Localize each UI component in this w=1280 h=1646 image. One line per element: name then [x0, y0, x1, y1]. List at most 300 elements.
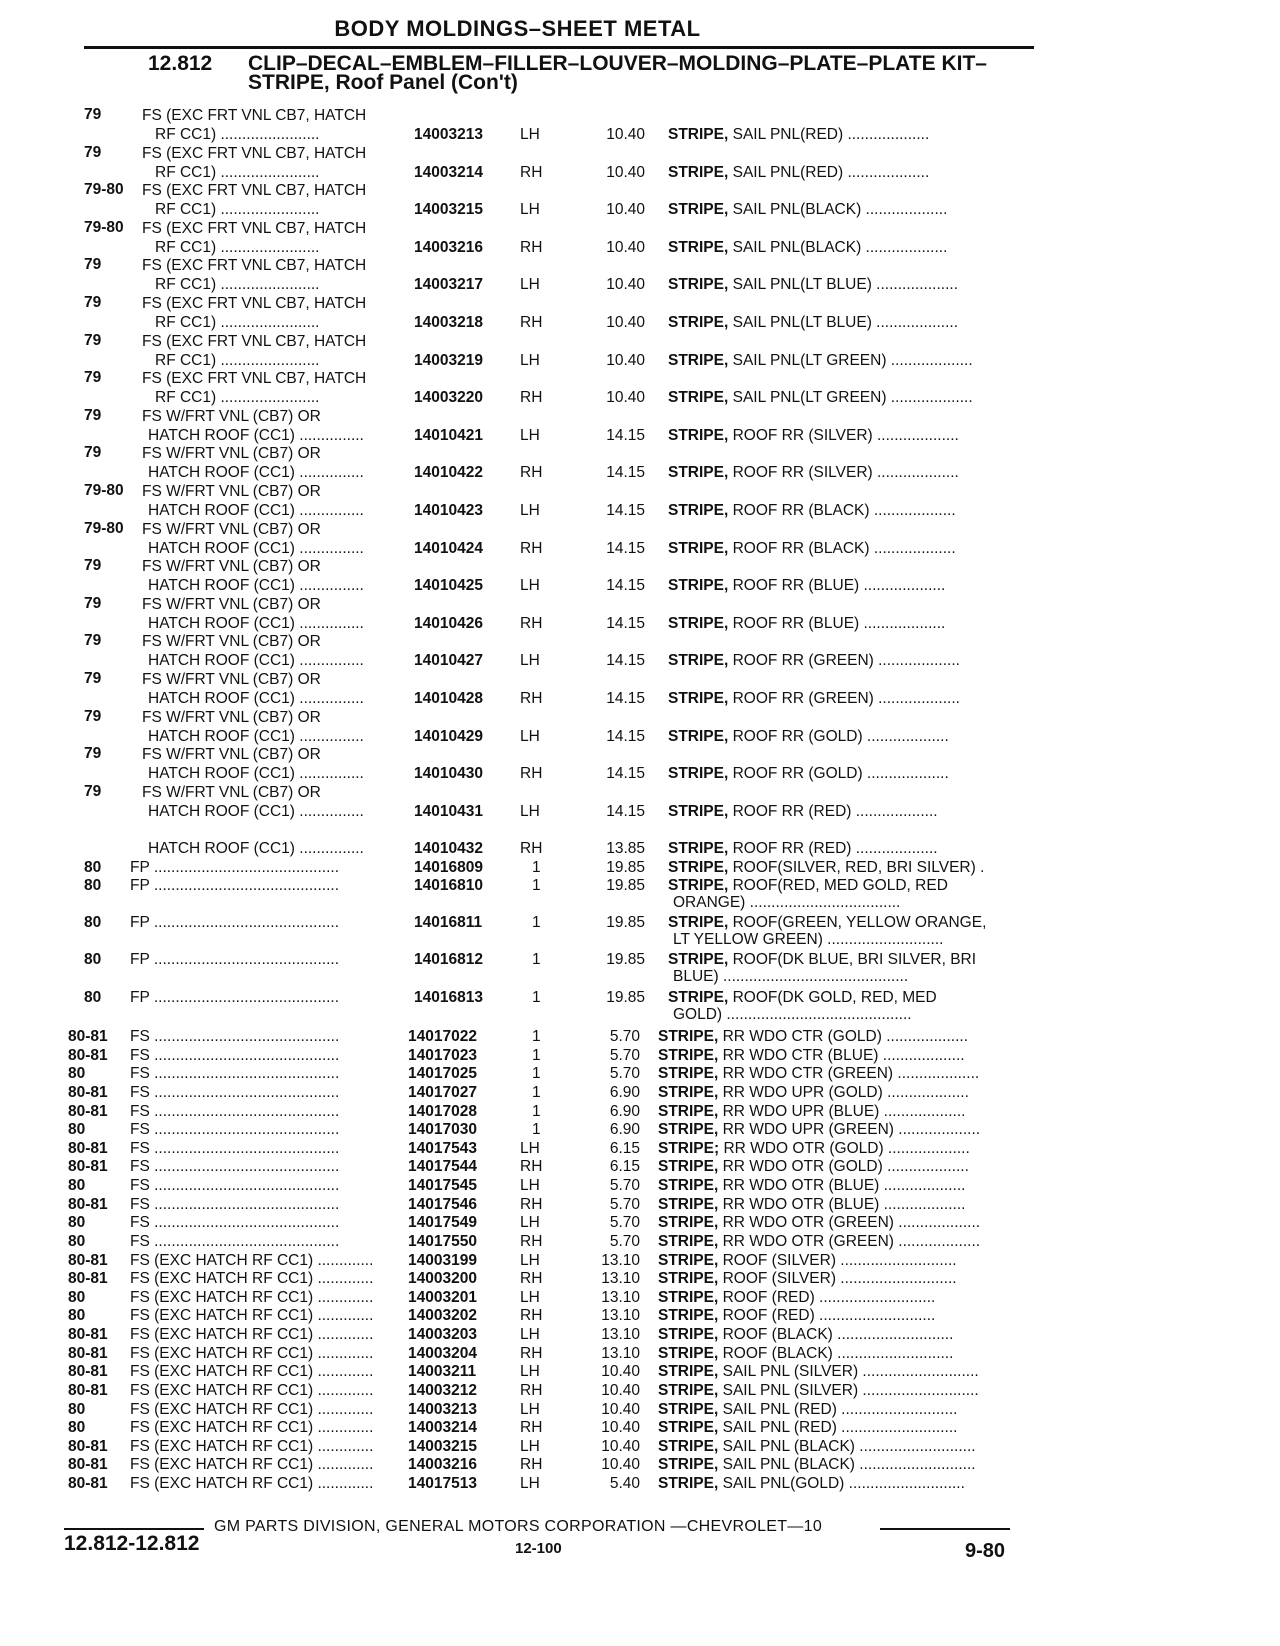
- price: 10.40: [601, 1363, 640, 1381]
- quantity: 1: [532, 1121, 541, 1139]
- category-title-line1: CLIP–DECAL–EMBLEM–FILLER–LOUVER–MOLDING–PLATE–PLATE KIT–: [248, 52, 987, 75]
- usage-description: FS ...........................................: [130, 1083, 340, 1101]
- part-name-text: RR WDO CTR (BLUE) ...................: [718, 1046, 965, 1064]
- part-name-text: SAIL PNL(LT GREEN) ...................: [728, 389, 973, 407]
- part-name: [658, 1289, 1026, 1307]
- quantity: 1: [532, 858, 541, 876]
- quantity: RH: [520, 1195, 543, 1213]
- usage-description: FS (EXC HATCH RF CC1) .............: [130, 1437, 374, 1455]
- price: 6.90: [609, 1083, 640, 1101]
- price: 5.70: [609, 1195, 640, 1213]
- top-rule: [84, 46, 1034, 49]
- part-number: 14017030: [408, 1121, 477, 1139]
- usage-description: FS (EXC HATCH RF CC1) .............: [130, 1363, 374, 1381]
- part-name-prefix: STRIPE,: [658, 1326, 719, 1344]
- price: 19.85: [606, 951, 645, 969]
- usage-description: FS (EXC FRT VNL CB7, HATCH: [142, 370, 367, 388]
- quantity: LH: [520, 577, 540, 595]
- part-name: [668, 840, 1026, 858]
- quantity: RH: [520, 389, 543, 407]
- quantity: LH: [520, 727, 540, 745]
- part-name: [668, 239, 1026, 257]
- part-number: 14017513: [408, 1475, 477, 1493]
- usage-description-continued: HATCH ROOF (CC1) ...............: [148, 577, 364, 595]
- price: 14.15: [606, 502, 645, 519]
- part-name: [668, 464, 1026, 482]
- footer-publisher: GM PARTS DIVISION, GENERAL MOTORS CORPORATION —CHEVROLET—10: [214, 1518, 823, 1535]
- model-year: 80-81: [68, 1363, 108, 1381]
- part-name-text: RR WDO OTR (BLUE) ...................: [718, 1177, 966, 1195]
- usage-description: FP ...........................................: [130, 988, 340, 1006]
- part-name-text: SAIL PNL (SILVER) ...........................: [718, 1381, 979, 1399]
- part-name-text: ROOF RR (BLUE) ...................: [728, 614, 946, 632]
- part-name: [668, 652, 1026, 670]
- part-number: 14010423: [414, 502, 483, 519]
- quantity: 1: [532, 1083, 541, 1101]
- price: 6.90: [609, 1102, 640, 1120]
- part-number: 14010425: [414, 577, 483, 595]
- part-name-prefix: STRIPE,: [658, 1344, 719, 1362]
- usage-description-continued: HATCH ROOF (CC1) ...............: [148, 765, 364, 783]
- quantity: LH: [520, 1177, 540, 1195]
- part-number: 14003217: [414, 276, 483, 294]
- part-name-prefix: STRIPE,: [668, 858, 729, 876]
- part-number: 14003214: [408, 1419, 477, 1437]
- quantity: RH: [520, 840, 543, 858]
- part-number: 14003215: [414, 201, 483, 219]
- part-name-text: RR WDO CTR (GREEN) ...................: [718, 1065, 980, 1083]
- price: 13.10: [601, 1270, 640, 1288]
- part-name-text: RR WDO UPR (GOLD) ...................: [718, 1083, 969, 1101]
- part-name-prefix: STRIPE,: [668, 988, 729, 1006]
- quantity: RH: [520, 539, 543, 557]
- part-name: [668, 989, 1026, 1007]
- part-name-prefix: STRIPE,: [658, 1158, 719, 1176]
- price: 13.10: [601, 1307, 640, 1325]
- part-name: [658, 1196, 1026, 1214]
- part-name-text: ROOF (BLACK) ...........................: [718, 1326, 954, 1344]
- part-name-prefix: STRIPE,: [658, 1177, 719, 1195]
- usage-description-continued: HATCH ROOF (CC1) ...............: [148, 727, 364, 745]
- part-name-prefix: STRIPE,: [658, 1456, 719, 1474]
- part-name: [668, 540, 1026, 558]
- usage-description: FS W/FRT VNL (CB7) OR: [142, 671, 321, 688]
- usage-description: FS (EXC FRT VNL CB7, HATCH: [142, 182, 367, 200]
- category-number: 12.812: [148, 52, 213, 75]
- part-name-prefix: STRIPE,: [668, 163, 729, 181]
- price: 19.85: [606, 913, 645, 931]
- part-name: [658, 1084, 1026, 1102]
- usage-description: FS W/FRT VNL (CB7) OR: [142, 783, 321, 801]
- part-name-text: ROOF RR (GOLD) ...................: [728, 765, 949, 783]
- model-year: 80: [68, 1419, 86, 1437]
- part-name: [658, 1456, 1026, 1474]
- usage-description: FS ...........................................: [130, 1158, 340, 1176]
- model-year: 79: [84, 632, 102, 650]
- usage-description-continued: RF CC1) .......................: [155, 314, 320, 331]
- footer-group-range: 12.812-12.812: [64, 1532, 200, 1555]
- part-name-prefix: STRIPE;: [658, 1139, 720, 1157]
- part-number: 14017023: [408, 1046, 477, 1064]
- usage-description: FS (EXC HATCH RF CC1) .............: [130, 1307, 374, 1325]
- model-year: 80-81: [68, 1456, 108, 1474]
- quantity: RH: [520, 1419, 543, 1437]
- model-year: 80-81: [68, 1344, 108, 1362]
- quantity: LH: [520, 1326, 540, 1344]
- part-name: [668, 765, 1026, 783]
- part-name-text: RR WDO OTR (GOLD) ...................: [718, 1158, 969, 1176]
- part-name: [658, 1326, 1026, 1344]
- part-name-text: ROOF (SILVER) ...........................: [718, 1270, 957, 1288]
- price: 13.10: [601, 1288, 640, 1306]
- part-name-prefix: STRIPE,: [658, 1121, 719, 1139]
- quantity: LH: [520, 1475, 540, 1493]
- part-name: [668, 164, 1026, 182]
- part-name-prefix: STRIPE,: [658, 1270, 719, 1288]
- price: 14.15: [606, 802, 645, 820]
- model-year: 80: [68, 1307, 86, 1325]
- part-name: [668, 951, 1026, 969]
- price: 14.15: [606, 614, 645, 632]
- model-year: 80: [84, 913, 102, 931]
- model-year: 79: [84, 444, 102, 462]
- part-name-prefix: STRIPE,: [668, 727, 729, 745]
- part-name-prefix: STRIPE,: [658, 1214, 719, 1232]
- part-name-prefix: STRIPE,: [668, 577, 729, 595]
- model-year: 79-80: [84, 181, 124, 199]
- model-year: 80: [68, 1065, 86, 1083]
- usage-description: FS W/FRT VNL (CB7) OR: [142, 558, 321, 576]
- price: 10.40: [601, 1400, 640, 1418]
- price: 10.40: [606, 163, 645, 181]
- part-name: [668, 502, 1026, 520]
- part-number: 14016811: [414, 913, 483, 931]
- model-year: 79-80: [84, 482, 124, 499]
- part-name: [658, 1065, 1026, 1083]
- part-name: [668, 859, 1026, 877]
- part-name-prefix: STRIPE,: [658, 1232, 719, 1250]
- part-name-text: RR WDO CTR (GOLD) ...................: [718, 1028, 969, 1045]
- model-year: 80-81: [68, 1195, 108, 1213]
- usage-description: FS ...........................................: [130, 1065, 340, 1083]
- price: 14.15: [606, 577, 645, 595]
- usage-description: FS W/FRT VNL (CB7) OR: [142, 445, 321, 463]
- part-name: [668, 352, 1026, 370]
- usage-description-continued: HATCH ROOF (CC1) ...............: [148, 426, 364, 444]
- part-number: 14010426: [414, 614, 483, 632]
- quantity: RH: [520, 690, 543, 707]
- price: 10.40: [606, 389, 645, 407]
- model-year: 80-81: [68, 1381, 108, 1399]
- model-year: 80: [68, 1214, 86, 1232]
- part-name: [658, 1401, 1026, 1419]
- part-name-prefix: STRIPE,: [668, 126, 729, 143]
- price: 6.15: [609, 1158, 640, 1176]
- part-name: [668, 314, 1026, 332]
- usage-description: FS (EXC FRT VNL CB7, HATCH: [142, 219, 367, 237]
- usage-description: FS (EXC FRT VNL CB7, HATCH: [142, 107, 367, 124]
- price: 14.15: [606, 539, 645, 557]
- quantity: 1: [532, 1065, 541, 1083]
- price: 10.40: [601, 1419, 640, 1437]
- quantity: LH: [520, 126, 540, 143]
- part-name: [658, 1345, 1026, 1363]
- part-name: [668, 126, 1026, 144]
- usage-description-continued: HATCH ROOF (CC1) ...............: [148, 690, 364, 707]
- part-name: [658, 1475, 1026, 1493]
- footer-rule-left: [64, 1528, 204, 1530]
- part-name-text: RR WDO OTR (BLUE) ...................: [718, 1195, 966, 1213]
- part-name-text: ROOF(DK GOLD, RED, MED: [728, 988, 937, 1006]
- part-name-text: ROOF (RED) ...........................: [718, 1288, 936, 1306]
- part-number: 14017545: [408, 1177, 477, 1195]
- price: 10.40: [606, 201, 645, 219]
- model-year: 79: [84, 406, 102, 424]
- model-year: 79: [84, 331, 102, 349]
- usage-description: FS (EXC FRT VNL CB7, HATCH: [142, 295, 367, 312]
- part-name: [668, 877, 1026, 895]
- part-name-prefix: STRIPE,: [658, 1251, 719, 1269]
- quantity: RH: [520, 1307, 543, 1325]
- price: 10.40: [606, 351, 645, 369]
- model-year: 80: [84, 858, 102, 876]
- part-name-prefix: STRIPE,: [658, 1437, 719, 1455]
- price: 10.40: [601, 1437, 640, 1455]
- part-name-text: SAIL PNL(RED) ...................: [728, 163, 930, 181]
- part-name-prefix: STRIPE,: [668, 539, 729, 557]
- model-year: 80: [68, 1177, 86, 1195]
- model-year: 80-81: [68, 1158, 108, 1176]
- part-name-prefix: STRIPE,: [658, 1307, 719, 1325]
- part-number: 14010427: [414, 652, 483, 670]
- part-name-prefix: STRIPE,: [668, 238, 729, 256]
- part-name-prefix: STRIPE,: [668, 765, 729, 783]
- part-number: 14003216: [408, 1456, 477, 1474]
- part-name-continued: GOLD) ...........................................: [673, 1005, 912, 1023]
- part-name-prefix: STRIPE,: [658, 1028, 719, 1045]
- quantity: LH: [520, 201, 540, 219]
- quantity: LH: [520, 276, 540, 294]
- usage-description: FS W/FRT VNL (CB7) OR: [142, 407, 321, 425]
- quantity: RH: [520, 464, 543, 482]
- model-year: 79: [84, 594, 102, 612]
- part-name-text: SAIL PNL (BLACK) ...........................: [718, 1456, 976, 1474]
- quantity: RH: [520, 765, 543, 783]
- part-name-prefix: STRIPE,: [668, 502, 729, 519]
- part-name-text: SAIL PNL(BLACK) ...................: [728, 238, 948, 256]
- price: 6.15: [609, 1139, 640, 1157]
- part-name-prefix: STRIPE,: [658, 1381, 719, 1399]
- quantity: LH: [520, 502, 540, 519]
- part-name-text: ROOF RR (BLUE) ...................: [728, 577, 946, 595]
- usage-description-continued: HATCH ROOF (CC1) ...............: [148, 614, 364, 632]
- quantity: 1: [532, 1102, 541, 1120]
- price: 14.15: [606, 464, 645, 482]
- part-name: [658, 1214, 1026, 1232]
- category-title-line2: STRIPE, Roof Panel (Con't): [248, 71, 518, 94]
- usage-description: FS (EXC HATCH RF CC1) .............: [130, 1326, 374, 1344]
- usage-description-continued: RF CC1) .......................: [155, 351, 320, 369]
- part-name-text: ROOF RR (RED) ...................: [728, 840, 938, 858]
- model-year: 79: [84, 707, 102, 725]
- part-number: 14010431: [414, 802, 483, 820]
- part-name-prefix: STRIPE,: [668, 389, 729, 407]
- part-number: 14003215: [408, 1437, 477, 1455]
- part-name-prefix: STRIPE,: [668, 951, 729, 969]
- quantity: 1: [532, 876, 541, 894]
- model-year: 80-81: [68, 1046, 108, 1064]
- price: 19.85: [606, 876, 645, 894]
- part-name-prefix: STRIPE,: [658, 1288, 719, 1306]
- part-name-prefix: STRIPE,: [658, 1419, 719, 1437]
- part-name: [658, 1047, 1026, 1065]
- part-name-text: RR WDO OTR (GOLD) ...................: [719, 1139, 970, 1157]
- part-number: 14016809: [414, 858, 483, 876]
- usage-description-continued: HATCH ROOF (CC1) ...............: [148, 840, 364, 858]
- part-name-continued: ORANGE) ...................................: [673, 893, 901, 911]
- part-number: 14003211: [408, 1363, 477, 1381]
- part-name: [658, 1438, 1026, 1456]
- usage-description: FS ...........................................: [130, 1214, 340, 1232]
- price: 10.40: [606, 126, 645, 143]
- usage-description-continued: RF CC1) .......................: [155, 126, 320, 143]
- quantity: LH: [520, 1363, 540, 1381]
- part-name-text: ROOF(SILVER, RED, BRI SILVER) .: [728, 858, 985, 876]
- model-year: 79: [84, 143, 102, 161]
- quantity: 1: [532, 1028, 541, 1045]
- part-name-prefix: STRIPE,: [658, 1083, 719, 1101]
- part-number: 14010424: [414, 539, 483, 557]
- part-name: [658, 1233, 1026, 1251]
- usage-description: FS (EXC FRT VNL CB7, HATCH: [142, 144, 367, 162]
- quantity: 1: [532, 988, 541, 1006]
- quantity: LH: [520, 1139, 540, 1157]
- part-name-prefix: STRIPE,: [668, 614, 729, 632]
- part-name-prefix: STRIPE,: [668, 913, 729, 931]
- model-year: 80: [68, 1288, 86, 1306]
- model-year: 80-81: [68, 1475, 108, 1493]
- usage-description: FS (EXC HATCH RF CC1) .............: [130, 1381, 374, 1399]
- quantity: LH: [520, 1251, 540, 1269]
- part-name: [658, 1252, 1026, 1270]
- part-name-continued: LT YELLOW GREEN) ...........................: [673, 930, 944, 948]
- price: 6.90: [609, 1121, 640, 1139]
- usage-description: FS (EXC HATCH RF CC1) .............: [130, 1419, 374, 1437]
- price: 5.70: [609, 1177, 640, 1195]
- usage-description: FS (EXC HATCH RF CC1) .............: [130, 1344, 374, 1362]
- model-year: 79: [84, 745, 102, 763]
- part-name: [658, 1177, 1026, 1195]
- price: 5.70: [609, 1232, 640, 1250]
- part-number: 14010421: [414, 426, 483, 444]
- part-name: [658, 1028, 1026, 1046]
- quantity: RH: [520, 238, 543, 256]
- part-name: [668, 728, 1026, 746]
- part-name-text: ROOF RR (BLACK) ...................: [728, 539, 956, 557]
- usage-description: FS ...........................................: [130, 1028, 340, 1045]
- model-year: 80: [84, 988, 102, 1006]
- part-name-text: ROOF RR (SILVER) ...................: [728, 464, 959, 482]
- part-number: 14003218: [414, 314, 483, 331]
- quantity: LH: [520, 351, 540, 369]
- quantity: LH: [520, 1400, 540, 1418]
- part-name: [668, 577, 1026, 595]
- quantity: 1: [532, 1046, 541, 1064]
- part-number: 14010428: [414, 690, 483, 707]
- part-name-text: ROOF (RED) ...........................: [718, 1307, 936, 1325]
- part-number: 14010430: [414, 765, 483, 783]
- part-name-prefix: STRIPE,: [668, 802, 729, 820]
- part-name: [668, 201, 1026, 219]
- price: 19.85: [606, 988, 645, 1006]
- part-name-prefix: STRIPE,: [668, 351, 729, 369]
- part-name: [668, 690, 1026, 708]
- quantity: RH: [520, 1270, 543, 1288]
- part-number: 14017025: [408, 1065, 477, 1083]
- part-name: [658, 1140, 1026, 1158]
- usage-description-continued: HATCH ROOF (CC1) ...............: [148, 502, 364, 519]
- quantity: 1: [532, 951, 541, 969]
- model-year: 80-81: [68, 1083, 108, 1101]
- price: 10.40: [606, 314, 645, 331]
- part-number: 14003214: [414, 163, 483, 181]
- part-name: [668, 389, 1026, 407]
- part-number: 14003213: [408, 1400, 477, 1418]
- part-number: 14003204: [408, 1344, 477, 1362]
- quantity: RH: [520, 1232, 543, 1250]
- price: 5.70: [609, 1046, 640, 1064]
- usage-description: FS (EXC HATCH RF CC1) .............: [130, 1475, 374, 1493]
- usage-description-continued: RF CC1) .......................: [155, 238, 320, 256]
- usage-description: FS ...........................................: [130, 1177, 340, 1195]
- usage-description: FS ...........................................: [130, 1195, 340, 1213]
- part-name-text: SAIL PNL (RED) ...........................: [718, 1400, 958, 1418]
- model-year: 79: [84, 557, 102, 575]
- model-year: 80: [68, 1400, 86, 1418]
- part-number: 14017028: [408, 1102, 477, 1120]
- part-name-text: ROOF(DK BLUE, BRI SILVER, BRI: [728, 951, 977, 969]
- usage-description: FS (EXC FRT VNL CB7, HATCH: [142, 257, 367, 275]
- part-name: [658, 1307, 1026, 1325]
- usage-description: FS W/FRT VNL (CB7) OR: [142, 595, 321, 613]
- usage-description: FS W/FRT VNL (CB7) OR: [142, 708, 321, 726]
- part-name-text: SAIL PNL(RED) ...................: [728, 126, 930, 143]
- usage-description: FP ...........................................: [130, 951, 340, 969]
- price: 5.70: [609, 1028, 640, 1045]
- part-name-text: SAIL PNL (SILVER) ...........................: [718, 1363, 979, 1381]
- part-number: 14010422: [414, 464, 483, 482]
- part-name-continued: BLUE) ...........................................: [673, 968, 909, 986]
- part-name-prefix: STRIPE,: [668, 840, 729, 858]
- usage-description: FP ...........................................: [130, 913, 340, 931]
- price: 19.85: [606, 858, 645, 876]
- quantity: LH: [520, 1437, 540, 1455]
- price: 13.85: [606, 840, 645, 858]
- part-name-prefix: STRIPE,: [668, 314, 729, 331]
- model-year: 80: [68, 1232, 86, 1250]
- price: 10.40: [601, 1381, 640, 1399]
- part-name-prefix: STRIPE,: [658, 1400, 719, 1418]
- quantity: LH: [520, 652, 540, 670]
- section-title: BODY MOLDINGS–SHEET METAL: [334, 16, 701, 41]
- part-number: 14003213: [414, 126, 483, 143]
- part-name-text: SAIL PNL(BLACK) ...................: [728, 201, 948, 219]
- part-number: 14017544: [408, 1158, 477, 1176]
- part-number: 14003201: [408, 1288, 477, 1306]
- part-name-prefix: STRIPE,: [658, 1475, 719, 1493]
- model-year: 80-81: [68, 1139, 108, 1157]
- part-number: 14003202: [408, 1307, 477, 1325]
